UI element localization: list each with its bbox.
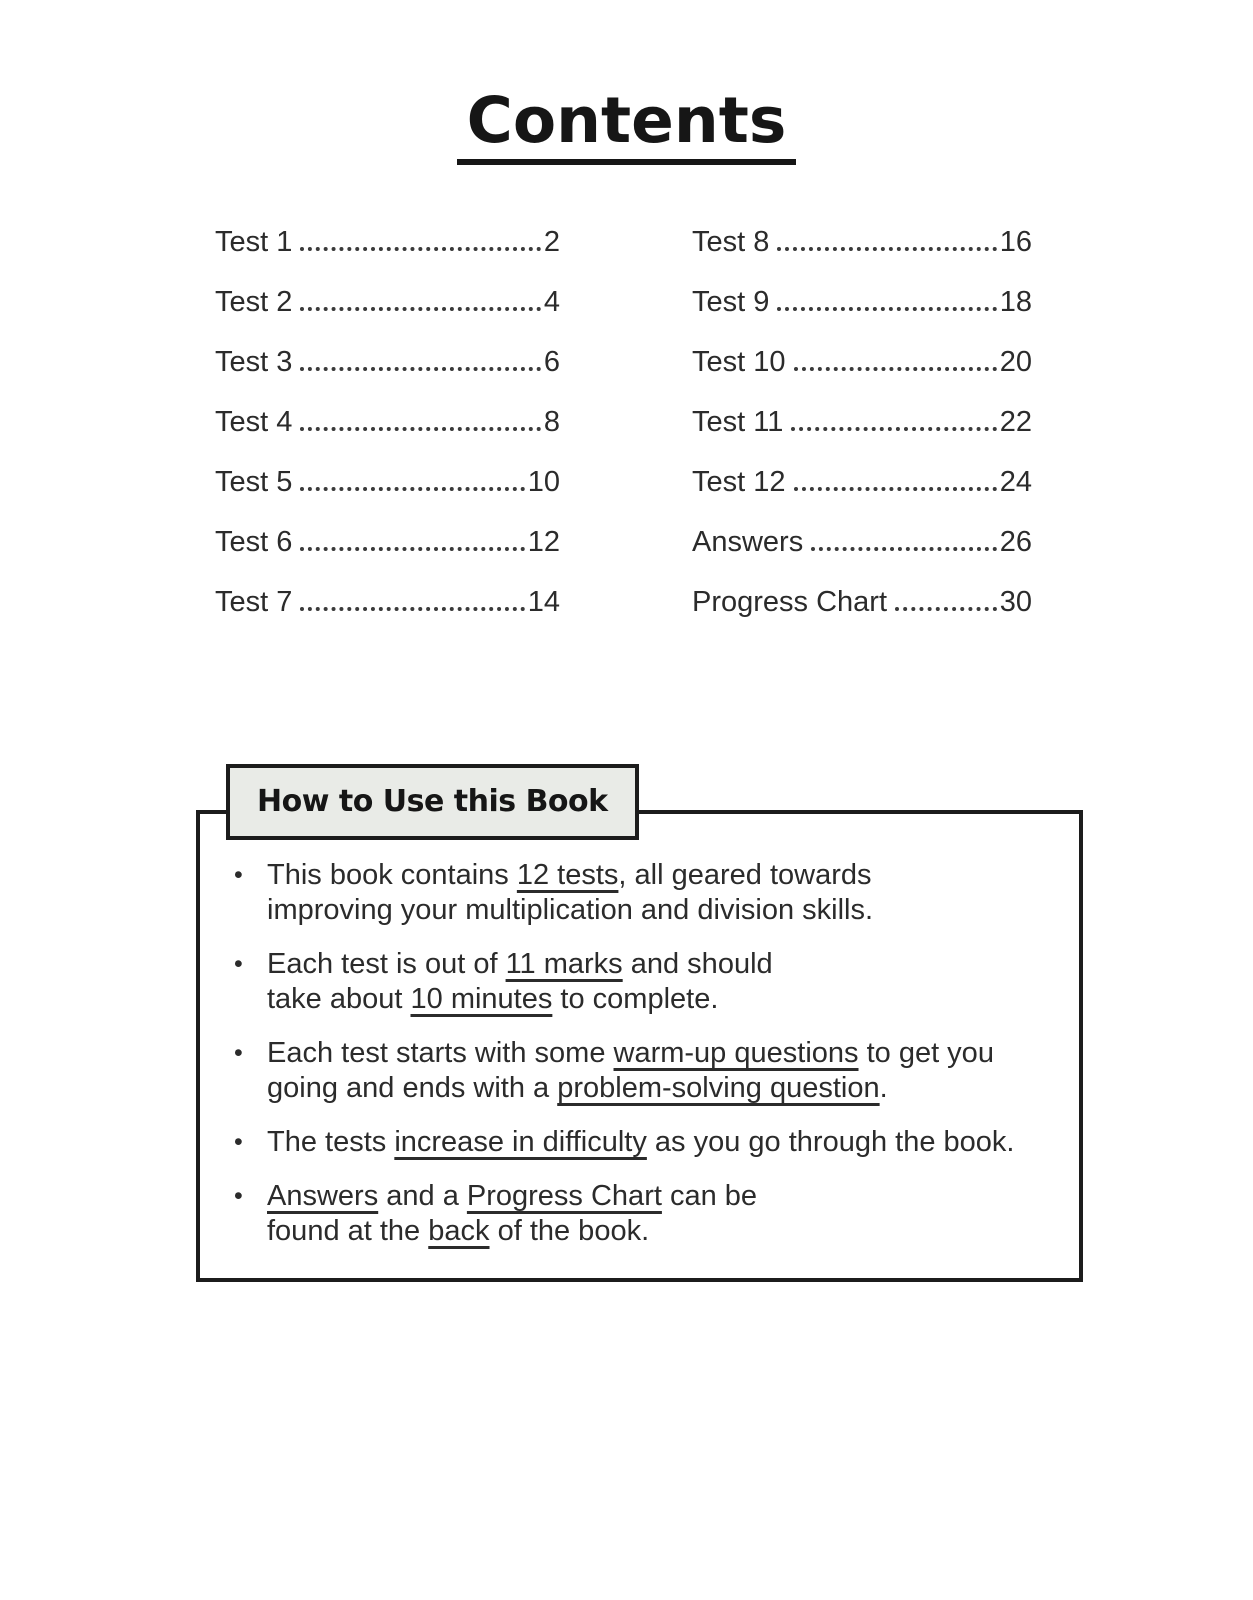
toc-entry-label: Test 1: [215, 226, 293, 259]
toc-entry-label: Test 10: [692, 346, 786, 379]
toc-row: [215, 227, 560, 257]
toc-column-right: [692, 227, 1032, 647]
toc-entry-label: Test 11: [692, 406, 784, 439]
toc-entry-label: Test 4: [215, 406, 293, 439]
toc-page-number: 18: [999, 286, 1032, 319]
how-to-use-box: [196, 784, 1083, 1282]
toc-entry-label: Test 7: [215, 586, 293, 619]
toc-page-number: 8: [543, 406, 560, 439]
toc-entry-label: Test 9: [692, 286, 770, 319]
table-of-contents: [215, 227, 1253, 647]
toc-entry-label: Test 12: [692, 466, 786, 499]
underlined-phrase: Progress Chart: [466, 1180, 662, 1213]
toc-page-number: 30: [999, 586, 1032, 619]
toc-dot-leader: [895, 607, 997, 611]
toc-row: [692, 527, 1032, 557]
underlined-phrase: problem-solving question: [557, 1072, 880, 1105]
how-to-use-title: How to Use this Book: [257, 784, 608, 820]
toc-row: [215, 467, 560, 497]
toc-page-number: 22: [999, 406, 1032, 439]
underlined-phrase: 11 marks: [505, 948, 623, 981]
toc-dot-leader: [300, 307, 540, 311]
toc-entry-label: Answers: [692, 526, 804, 559]
toc-dot-leader: [794, 487, 997, 491]
page-title-text: Contents: [457, 88, 797, 165]
how-to-use-bullet-list: [230, 858, 1053, 1249]
toc-dot-leader: [300, 547, 524, 551]
toc-page-number: 16: [999, 226, 1032, 259]
toc-dot-leader: [300, 607, 524, 611]
bullet-icon: •: [234, 1182, 243, 1211]
bullet-item: [230, 858, 1053, 928]
page-header: [0, 0, 1253, 165]
toc-dot-leader: [300, 247, 540, 251]
toc-row: [215, 347, 560, 377]
toc-page-number: 10: [527, 466, 560, 499]
toc-dot-leader: [300, 487, 524, 491]
underlined-phrase: 10 minutes: [410, 983, 553, 1016]
bullet-item: [230, 1179, 1053, 1249]
toc-page-number: 12: [527, 526, 560, 559]
toc-dot-leader: [300, 367, 540, 371]
bullet-icon: •: [234, 861, 243, 890]
bullet-icon: •: [234, 1039, 243, 1068]
toc-page-number: 2: [543, 226, 560, 259]
toc-entry-label: Test 8: [692, 226, 770, 259]
toc-row: [692, 587, 1032, 617]
underlined-phrase: increase in difficulty: [394, 1126, 647, 1159]
bullet-item: [230, 1125, 1053, 1160]
toc-entry-label: Progress Chart: [692, 586, 888, 619]
toc-entry-label: Test 5: [215, 466, 293, 499]
toc-row: [692, 467, 1032, 497]
bullet-text: Each test starts with some warm-up questions to get you going and ends with a problem-solving question.: [267, 1037, 994, 1105]
toc-page-number: 26: [999, 526, 1032, 559]
bullet-text: Each test is out of 11 marks and should take about 10 minutes to complete.: [267, 948, 773, 1016]
toc-dot-leader: [777, 247, 996, 251]
toc-row: [215, 587, 560, 617]
toc-entry-label: Test 2: [215, 286, 293, 319]
toc-page-number: 14: [527, 586, 560, 619]
bullet-text: The tests increase in difficulty as you go through the book.: [267, 1126, 1015, 1159]
toc-page-number: 20: [999, 346, 1032, 379]
toc-row: [215, 287, 560, 317]
toc-row: [692, 287, 1032, 317]
toc-row: [215, 407, 560, 437]
toc-dot-leader: [791, 427, 996, 431]
underlined-phrase: back: [428, 1215, 490, 1248]
toc-page-number: 24: [999, 466, 1032, 499]
bullet-item: [230, 1036, 1053, 1106]
toc-page-number: 6: [543, 346, 560, 379]
toc-entry-label: Test 6: [215, 526, 293, 559]
how-to-use-header: [226, 764, 639, 840]
bullet-text: This book contains 12 tests, all geared towards improving your multiplication and division skills.: [267, 859, 874, 927]
toc-row: [692, 407, 1032, 437]
toc-column-left: [215, 227, 560, 647]
toc-row: [692, 227, 1032, 257]
toc-dot-leader: [794, 367, 997, 371]
toc-dot-leader: [777, 307, 996, 311]
toc-entry-label: Test 3: [215, 346, 293, 379]
bullet-icon: •: [234, 950, 243, 979]
underlined-phrase: Answers: [267, 1180, 379, 1213]
bullet-item: [230, 947, 1053, 1017]
bullet-text: Answers and a Progress Chart can be found at the back of the book.: [267, 1180, 758, 1248]
toc-row: [692, 347, 1032, 377]
toc-dot-leader: [811, 547, 997, 551]
bullet-icon: •: [234, 1128, 243, 1157]
underlined-phrase: warm-up questions: [613, 1037, 859, 1070]
toc-dot-leader: [300, 427, 540, 431]
underlined-phrase: 12 tests: [516, 859, 619, 892]
toc-page-number: 4: [543, 286, 560, 319]
toc-row: [215, 527, 560, 557]
page-title: [0, 84, 1253, 165]
